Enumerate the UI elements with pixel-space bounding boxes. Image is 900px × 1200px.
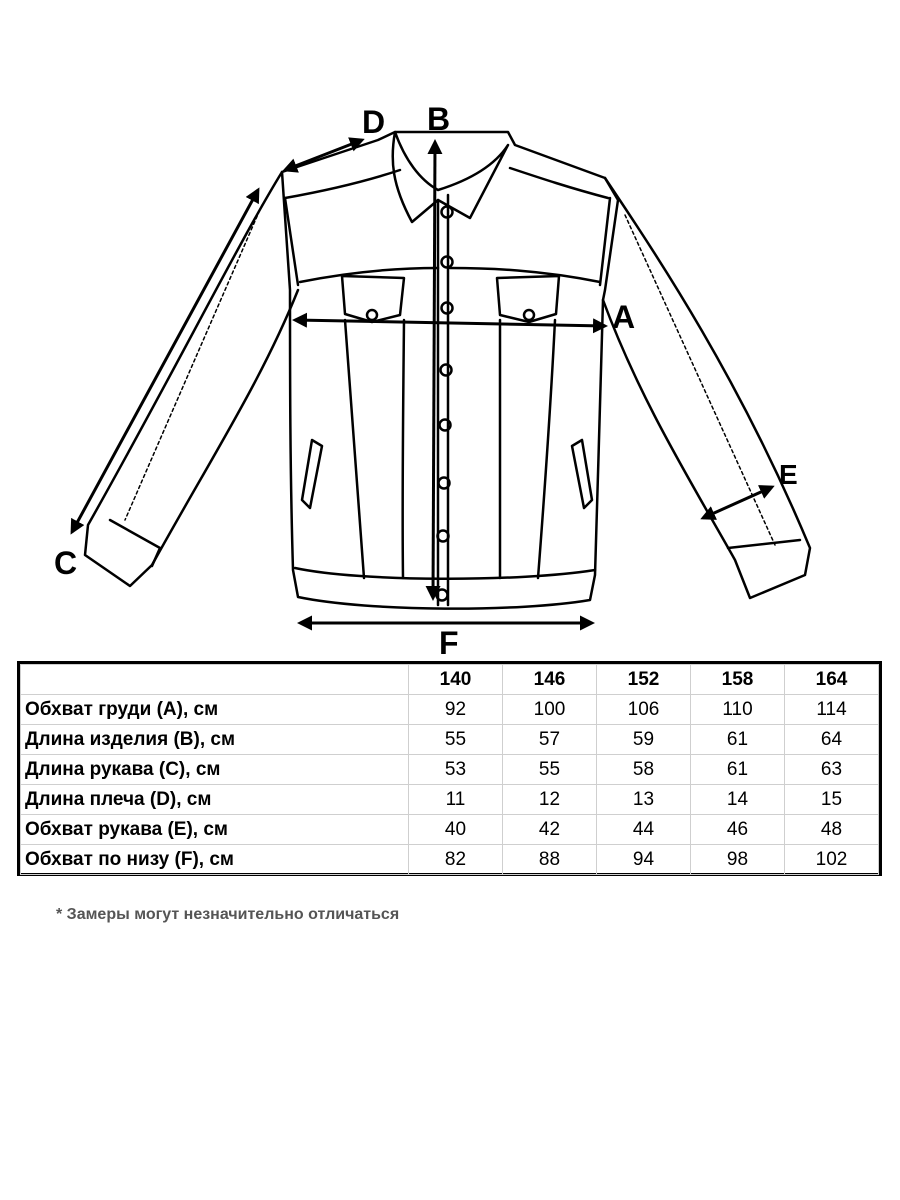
cell-value: 55 (409, 725, 503, 755)
row-label: Длина изделия (B), см (21, 725, 409, 755)
row-label: Обхват по низу (F), см (21, 845, 409, 875)
cell-value: 82 (409, 845, 503, 875)
row-label: Обхват рукава (E), см (21, 815, 409, 845)
cell-value: 11 (409, 785, 503, 815)
size-header: 146 (503, 665, 597, 695)
cell-value: 100 (503, 695, 597, 725)
cell-value: 110 (691, 695, 785, 725)
footnote: * Замеры могут незначительно отличаться (56, 906, 400, 923)
cell-value: 42 (503, 815, 597, 845)
cell-value: 15 (785, 785, 879, 815)
label-c: C (54, 545, 78, 581)
cell-value: 61 (691, 725, 785, 755)
cell-value: 61 (691, 755, 785, 785)
size-header: 140 (409, 665, 503, 695)
cell-value: 94 (597, 845, 691, 875)
cell-value: 88 (503, 845, 597, 875)
cell-value: 44 (597, 815, 691, 845)
header-corner (21, 665, 409, 695)
cell-value: 92 (409, 695, 503, 725)
size-header: 152 (597, 665, 691, 695)
table-row (21, 845, 879, 875)
row-label: Длина плеча (D), см (21, 785, 409, 815)
cell-value: 64 (785, 725, 879, 755)
cell-value: 114 (785, 695, 879, 725)
cell-value: 55 (503, 755, 597, 785)
cell-value: 59 (597, 725, 691, 755)
arrow-a (295, 320, 605, 326)
arrow-d (285, 140, 362, 170)
cell-value: 14 (691, 785, 785, 815)
label-f: F (439, 625, 459, 660)
cell-value: 63 (785, 755, 879, 785)
size-header: 158 (691, 665, 785, 695)
cell-value: 48 (785, 815, 879, 845)
size-header: 164 (785, 665, 879, 695)
cell-value: 12 (503, 785, 597, 815)
cell-value: 53 (409, 755, 503, 785)
arrow-c (72, 190, 258, 532)
label-d: D (362, 104, 386, 140)
row-label: Длина рукава (C), см (21, 755, 409, 785)
size-table (17, 661, 882, 876)
table-row (21, 815, 879, 845)
table-row (21, 695, 879, 725)
label-a: A (612, 299, 636, 335)
cell-value: 58 (597, 755, 691, 785)
arrow-b (433, 142, 435, 598)
cell-value: 57 (503, 725, 597, 755)
cell-value: 46 (691, 815, 785, 845)
cell-value: 106 (597, 695, 691, 725)
cell-value: 102 (785, 845, 879, 875)
cell-value: 13 (597, 785, 691, 815)
label-b: B (427, 101, 451, 137)
jacket-outline (85, 132, 810, 609)
arrow-e (703, 487, 772, 518)
table-row (21, 785, 879, 815)
row-label: Обхват груди (A), см (21, 695, 409, 725)
cell-value: 40 (409, 815, 503, 845)
table-header-row (21, 665, 879, 695)
cell-value: 98 (691, 845, 785, 875)
table-row (21, 755, 879, 785)
table-row (21, 725, 879, 755)
label-e: E (779, 459, 798, 490)
